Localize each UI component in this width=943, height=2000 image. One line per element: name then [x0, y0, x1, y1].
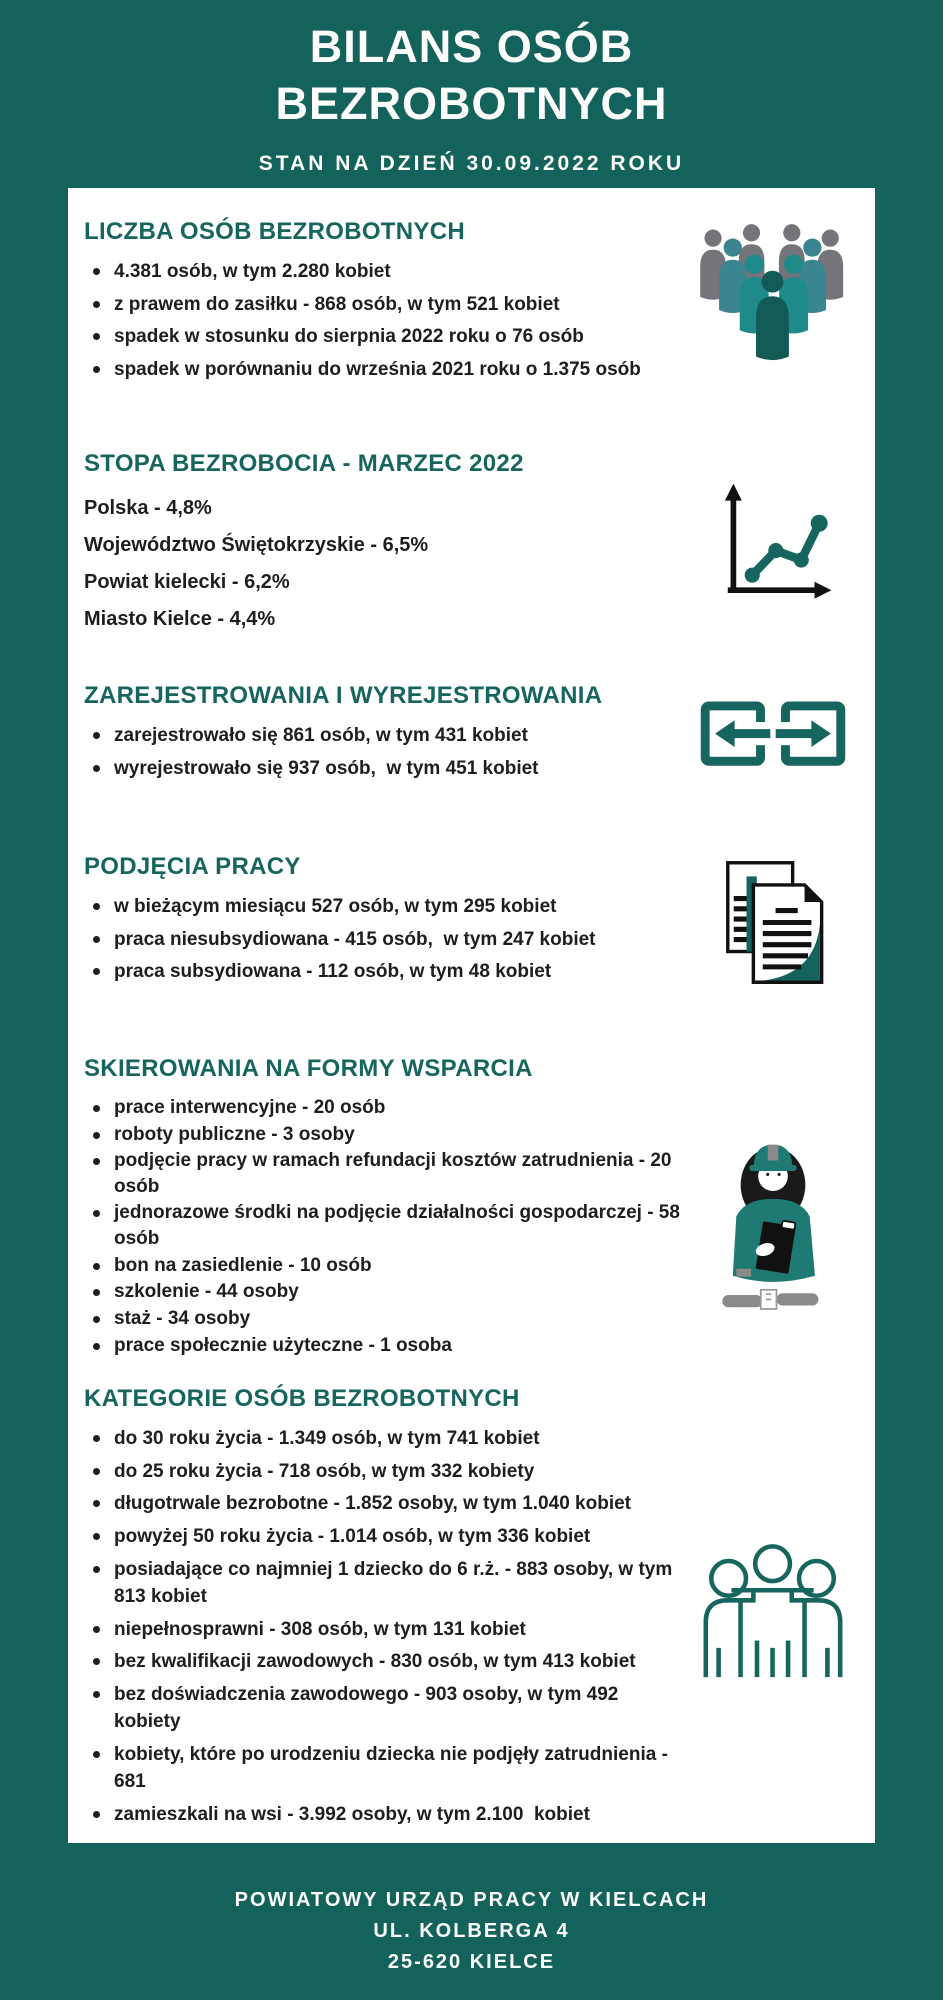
poster-title	[0, 18, 943, 132]
bullet-item: staż - 34 osoby	[84, 1306, 680, 1332]
bullet-item: praca niesubsydiowana - 415 osób, w tym 247 kobiet	[84, 926, 680, 954]
section-title: SKIEROWANIA NA FORMY WSPARCIA	[84, 1054, 533, 1082]
footer-org-name: POWIATOWY URZĄD PRACY W KIELCACH	[234, 1889, 709, 1911]
bullet-item: prace społecznie użyteczne - 1 osoba	[84, 1333, 680, 1359]
stat-lines	[84, 490, 680, 638]
section-title: STOPA BEZROBOCIA - MARZEC 2022	[84, 450, 524, 478]
bullet-list	[84, 1095, 686, 1358]
bullet-list	[84, 1425, 680, 1828]
bullet-item: prace interwencyjne - 20 osób	[84, 1095, 680, 1121]
section-stopa-bezrobocia	[84, 450, 865, 638]
section-podjecia-pracy	[84, 853, 865, 991]
section-kategorie-osob-bezrobotnych	[84, 1385, 865, 1833]
bullet-item: wyrejestrowało się 937 osób, w tym 451 kobiet	[84, 755, 680, 783]
section-title: KATEGORIE OSÓB BEZROBOTNYCH	[84, 1385, 520, 1413]
bullet-list	[84, 258, 680, 383]
stat-line: Miasto Kielce - 4,4%	[84, 608, 276, 631]
bullet-item: zarejestrowało się 861 osób, w tym 431 kobiet	[84, 722, 680, 750]
bullet-item: bez kwalifikacji zawodowych - 830 osób, w tym 413 kobiet	[84, 1648, 680, 1676]
bullet-item: w bieżącym miesiącu 527 osób, w tym 295 kobiet	[84, 893, 680, 921]
section-title: ZAREJESTROWANIA I WYREJESTROWANIA	[84, 682, 603, 710]
bullet-item: z prawem do zasiłku - 868 osób, w tym 521 kobiet	[84, 291, 680, 319]
bullet-item: spadek w porównaniu do września 2021 roku o 1.375 osób	[84, 356, 680, 384]
bullet-item: praca subsydiowana - 112 osób, w tym 48 kobiet	[84, 958, 680, 986]
bullet-item: do 30 roku życia - 1.349 osób, w tym 741 kobiet	[84, 1425, 680, 1453]
bullet-item: zamieszkali na wsi - 3.992 osoby, w tym 2.100 kobiet	[84, 1801, 680, 1829]
stat-line: Polska - 4,8%	[84, 497, 212, 520]
worker-woman-icon	[703, 1122, 843, 1323]
poster-subtitle: STAN NA DZIEŃ 30.09.2022 ROKU	[258, 152, 685, 175]
bullet-item: długotrwale bezrobotne - 1.852 osoby, w tym 1.040 kobiet	[84, 1490, 680, 1518]
footer-street: UL. KOLBERGA 4	[373, 1920, 570, 1942]
poster-header	[0, 0, 943, 176]
bullet-list	[84, 893, 680, 986]
stat-line: Powiat kielecki - 6,2%	[84, 571, 290, 594]
bullet-list	[84, 722, 680, 782]
footer	[0, 1885, 943, 1978]
section-title: PODJĘCIA PRACY	[84, 853, 301, 881]
bullet-item: do 25 roku życia - 718 osób, w tym 332 kobiety	[84, 1458, 680, 1486]
bullet-item: jednorazowe środki na podjęcie działalności gospodarczej - 58 osób	[84, 1200, 680, 1251]
crowd-icon	[688, 224, 858, 372]
bullet-item: posiadające co najmniej 1 dziecko do 6 r.ż. - 883 osoby, w tym 813 kobiet	[84, 1556, 680, 1611]
documents-icon	[709, 854, 837, 991]
bullet-item: spadek w stosunku do sierpnia 2022 roku o 76 osób	[84, 323, 680, 351]
bullet-item: 4.381 osób, w tym 2.280 kobiet	[84, 258, 680, 286]
section-title: LICZBA OSÓB BEZROBOTNYCH	[84, 218, 465, 245]
team-outline-icon	[693, 1538, 853, 1680]
bullet-item: niepełnosprawni - 308 osób, w tym 131 kobiet	[84, 1616, 680, 1644]
content-card	[68, 188, 875, 1843]
bullet-item: powyżej 50 roku życia - 1.014 osób, w tym 336 kobiet	[84, 1523, 680, 1551]
poster-title-line2: BEZROBOTNYCH	[275, 78, 668, 129]
section-liczba-osob-bezrobotnych	[84, 218, 865, 388]
bullet-item: kobiety, które po urodzeniu dziecka nie podjęły zatrudnienia - 681	[84, 1741, 680, 1796]
bullet-item: bez doświadczenia zawodowego - 903 osoby, w tym 492 kobiety	[84, 1681, 680, 1736]
bullet-item: roboty publiczne - 3 osoby	[84, 1122, 680, 1148]
bullet-item: podjęcie pracy w ramach refundacji kosztów zatrudnienia - 20 osób	[84, 1148, 680, 1199]
section-skierowania-formy-wsparcia	[84, 1055, 865, 1359]
bullet-item: bon na zasiedlenie - 10 osób	[84, 1253, 680, 1279]
footer-city: 25-620 KIELCE	[387, 1951, 556, 1973]
section-zarejestrowania-wyrejestrowania	[84, 682, 865, 787]
stat-line: Województwo Świętokrzyskie - 6,5%	[84, 534, 429, 557]
bullet-item: szkolenie - 44 osoby	[84, 1279, 680, 1305]
poster-title-line1: BILANS OSÓB	[309, 21, 634, 72]
line-chart-icon	[707, 478, 839, 610]
transfer-arrows-icon	[697, 689, 849, 780]
